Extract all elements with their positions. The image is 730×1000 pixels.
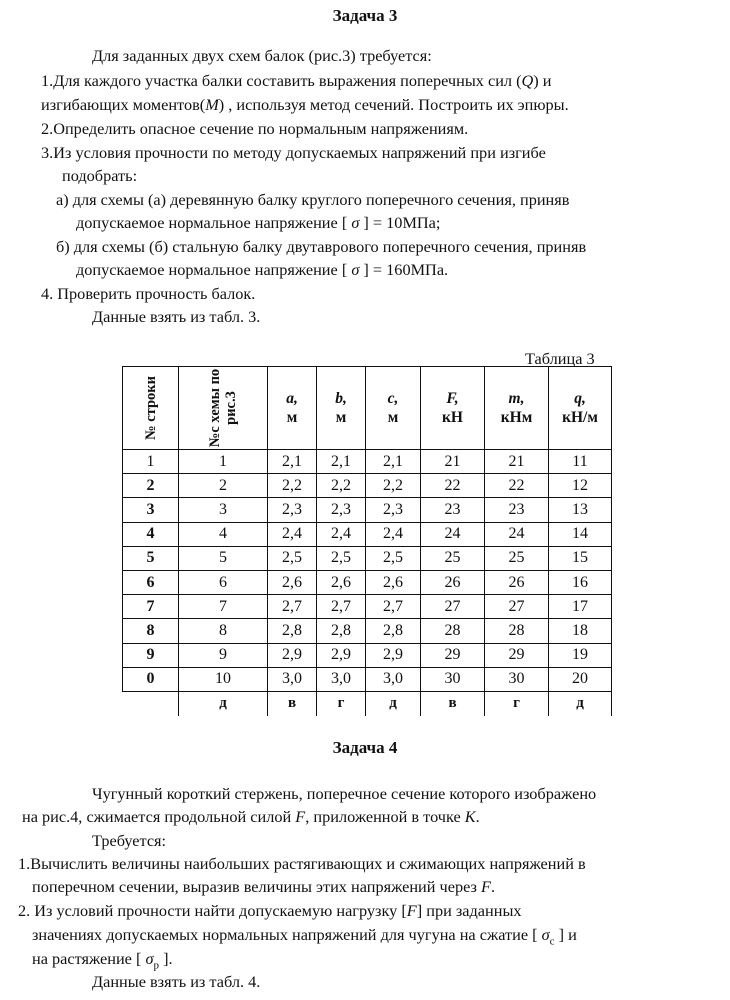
table-cell: 15 — [549, 546, 612, 570]
table-cell: 27 — [485, 595, 549, 619]
header-m: m, кНм — [485, 367, 549, 450]
table-cell: 3,0 — [317, 667, 366, 691]
table-cell: 2,5 — [366, 546, 421, 570]
table-cell: 2,7 — [366, 595, 421, 619]
table-cell: 3 — [179, 498, 268, 522]
table-row — [123, 595, 612, 619]
footer-cell: в — [421, 691, 485, 716]
table-cell: 9 — [123, 643, 179, 667]
table-cell: 2,5 — [268, 546, 317, 570]
table-cell: 7 — [123, 595, 179, 619]
table3-footer-row — [123, 691, 612, 716]
table-cell: 27 — [421, 595, 485, 619]
table-cell: 2,4 — [268, 522, 317, 546]
table-cell: 6 — [179, 570, 268, 594]
table3 — [122, 366, 612, 716]
table-cell: 2,5 — [317, 546, 366, 570]
table-cell: 2,6 — [366, 570, 421, 594]
table-cell: 30 — [421, 667, 485, 691]
header-c: c, м — [366, 367, 421, 450]
task4-item2-line2: значениях допускаемых нормальных напряжений для чугуна на сжатие [ $\sigma_с$ ] и — [32, 925, 577, 948]
table-cell: 26 — [485, 570, 549, 594]
task3-item3a-line2: допускаемое нормальное напряжение [ σ ] = 10МПа; — [76, 213, 441, 232]
table3-caption: Таблица 3 — [525, 349, 595, 368]
table-cell: 22 — [421, 474, 485, 498]
footer-cell: в — [268, 691, 317, 716]
task3-intro: Для заданных двух схем балок (рис.3) требуется: — [92, 46, 432, 65]
task3-data-note: Данные взять из табл. 3. — [92, 307, 261, 326]
table-cell: 22 — [485, 474, 549, 498]
table-cell: 17 — [549, 595, 612, 619]
task3-item1-line1: 1.Для каждого участка балки составить выражения поперечных сил (Q) и — [41, 71, 552, 90]
table-cell: 29 — [421, 643, 485, 667]
footer-cell — [123, 691, 179, 716]
table-cell: 2,8 — [366, 619, 421, 643]
table-cell: 4 — [179, 522, 268, 546]
table-cell: 19 — [549, 643, 612, 667]
header-b: b, м — [317, 367, 366, 450]
header-q: q, кН/м — [549, 367, 612, 450]
footer-cell: д — [366, 691, 421, 716]
table-row — [123, 522, 612, 546]
task3-item3b-line1: б) для схемы (б) стальную балку двутаврового поперечного сечения, приняв — [56, 237, 587, 256]
task4-item1-line2: поперечном сечении, выразив величины этих напряжений через F. — [32, 877, 496, 896]
table-cell: 24 — [421, 522, 485, 546]
table-cell: 11 — [549, 450, 612, 474]
header-F: F, кН — [421, 367, 485, 450]
footer-cell: д — [549, 691, 612, 716]
table-cell: 12 — [549, 474, 612, 498]
table-cell: 28 — [485, 619, 549, 643]
header-scheme-no: №с хемы по рис.3 — [179, 367, 268, 450]
table-row — [123, 498, 612, 522]
task3-item4: 4. Проверить прочность балок. — [41, 284, 256, 303]
table-cell: 3,0 — [268, 667, 317, 691]
table-cell: 2,2 — [268, 474, 317, 498]
footer-cell: г — [317, 691, 366, 716]
table-cell: 9 — [179, 643, 268, 667]
table-cell: 2,2 — [317, 474, 366, 498]
table-cell: 21 — [421, 450, 485, 474]
table-cell: 25 — [421, 546, 485, 570]
table-cell: 1 — [179, 450, 268, 474]
task4-item1-line1: 1.Вычислить величины наибольших растягивающих и сжимающих напряжений в — [18, 854, 586, 873]
task3-item3-line2: подобрать: — [62, 166, 138, 185]
task4-title: Задача 4 — [332, 738, 398, 757]
table-cell: 23 — [485, 498, 549, 522]
table-cell: 23 — [421, 498, 485, 522]
table-cell: 2,1 — [317, 450, 366, 474]
table-cell: 5 — [179, 546, 268, 570]
task4-p1-line1: Чугунный короткий стержень, поперечное сечение которого изображено — [92, 784, 597, 803]
table-row — [123, 546, 612, 570]
table-cell: 2,3 — [366, 498, 421, 522]
table-cell: 2,7 — [268, 595, 317, 619]
table-cell: 28 — [421, 619, 485, 643]
table-cell: 30 — [485, 667, 549, 691]
table-cell: 26 — [421, 570, 485, 594]
table-cell: 2 — [179, 474, 268, 498]
table-cell: 5 — [123, 546, 179, 570]
task3-title: Задача 3 — [332, 6, 398, 25]
table-cell: 4 — [123, 522, 179, 546]
table-cell: 14 — [549, 522, 612, 546]
table-cell: 2,9 — [268, 643, 317, 667]
table-cell: 0 — [123, 667, 179, 691]
table3-header-row — [123, 367, 612, 450]
table-cell: 2,6 — [317, 570, 366, 594]
footer-cell: д — [179, 691, 268, 716]
task3-item3a-line1: а) для схемы (а) деревянную балку круглого поперечного сечения, приняв — [56, 190, 570, 209]
table-cell: 8 — [123, 619, 179, 643]
table-cell: 18 — [549, 619, 612, 643]
table-row — [123, 619, 612, 643]
table-cell: 25 — [485, 546, 549, 570]
task3-item1-line2: изгибающих моментов(M) , используя метод сечений. Построить их эпюры. — [41, 95, 569, 114]
table-cell: 20 — [549, 667, 612, 691]
table-cell: 2,4 — [366, 522, 421, 546]
footer-cell: г — [485, 691, 549, 716]
table-row — [123, 474, 612, 498]
table-cell: 2,3 — [268, 498, 317, 522]
task3-item3-line1: 3.Из условия прочности по методу допускаемых напряжений при изгибе — [41, 143, 546, 162]
table-cell: 7 — [179, 595, 268, 619]
table-cell: 2,8 — [268, 619, 317, 643]
table-cell: 21 — [485, 450, 549, 474]
table-cell: 2,3 — [317, 498, 366, 522]
table3-body — [123, 450, 612, 716]
task3-item2: 2.Определить опасное сечение по нормальным напряжениям. — [41, 119, 469, 138]
table-cell: 3,0 — [366, 667, 421, 691]
table-cell: 8 — [179, 619, 268, 643]
header-row-no: № строки — [123, 367, 179, 450]
table-cell: 6 — [123, 570, 179, 594]
task4-required: Требуется: — [92, 831, 167, 850]
table-cell: 29 — [485, 643, 549, 667]
table-cell: 2,8 — [317, 619, 366, 643]
task4-item2-line1: 2. Из условий прочности найти допускаемую нагрузку [F] при заданных — [18, 901, 522, 920]
table-cell: 3 — [123, 498, 179, 522]
task4-data-note: Данные взять из табл. 4. — [92, 972, 261, 991]
table-cell: 2,9 — [366, 643, 421, 667]
table-cell: 16 — [549, 570, 612, 594]
task4-p1-line2: на рис.4, сжимается продольной силой F, приложенной в точке K. — [22, 807, 480, 826]
table-cell: 2,1 — [366, 450, 421, 474]
table-row — [123, 667, 612, 691]
table-cell: 2,9 — [317, 643, 366, 667]
table-row — [123, 570, 612, 594]
table-cell: 2 — [123, 474, 179, 498]
table-cell: 2,6 — [268, 570, 317, 594]
table-cell: 1 — [123, 450, 179, 474]
table-cell: 13 — [549, 498, 612, 522]
table-cell: 24 — [485, 522, 549, 546]
table-cell: 2,4 — [317, 522, 366, 546]
table-cell: 2,1 — [268, 450, 317, 474]
table-row — [123, 450, 612, 474]
table-cell: 2,2 — [366, 474, 421, 498]
header-a: a, м — [268, 367, 317, 450]
table-cell: 2,7 — [317, 595, 366, 619]
table-row — [123, 643, 612, 667]
task3-item3b-line2: допускаемое нормальное напряжение [ σ ] = 160МПа. — [76, 260, 449, 279]
table-cell: 10 — [179, 667, 268, 691]
task4-item2-line3: на растяжение [ $\sigma_р$ ]. — [32, 949, 173, 972]
